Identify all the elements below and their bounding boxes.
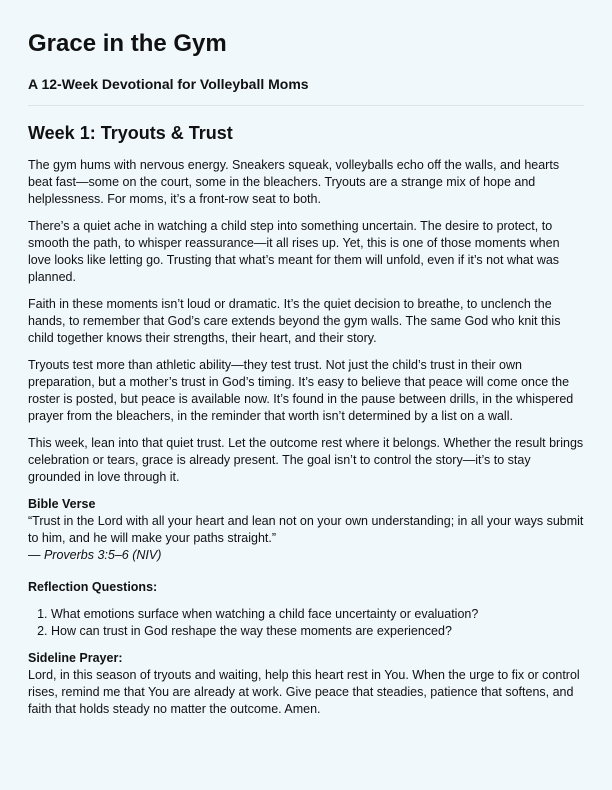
paragraph: There’s a quiet ache in watching a child step into something uncertain. The desire to protect, to smooth the path, to whisper reassurance—it all rises up. Yet, this is one of those moments when love looks like letting go. Trusting that what’s meant for them will unfold, even if it’s not what was planned. [28,219,560,284]
reflection-questions-list [28,606,584,640]
bible-verse-citation: — Proverbs 3:5–6 (NIV) [28,548,162,562]
prayer-text: Lord, in this season of tryouts and waiting, help this heart rest in You. When the urge to fix or control rises, remind me that You are already at work. Give peace that steadies, patience that softens, and faith that holds steady no matter the outcome. Amen. [28,668,580,716]
bible-verse-section [28,496,584,564]
bible-verse-heading: Bible Verse [28,497,96,511]
bible-verse-text: “Trust in the Lord with all your heart and lean not on your own understanding; in all your ways submit to him, and he will make your paths straight.” [28,514,584,545]
list-item: 2. How can trust in God reshape the way these moments are experienced? [51,623,584,640]
prayer-heading: Sideline Prayer: [28,651,123,665]
paragraph: The gym hums with nervous energy. Sneakers squeak, volleyballs echo off the walls, and hearts beat fast—some on the court, some in the bleachers. Tryouts are a strange mix of hope and helplessness. For moms, it’s a front-row seat to both. [28,158,560,206]
reflection-heading: Reflection Questions: [28,580,158,594]
document-title: Grace in the Gym [28,30,227,57]
document-subtitle: A 12-Week Devotional for Volleyball Moms [28,76,309,92]
reflection-section [28,579,584,640]
paragraph: Tryouts test more than athletic ability—they test trust. Not just the child’s trust in their own preparation, but a mother’s trust in God’s timing. It’s easy to believe that peace will come once the roster is posted, but peace is available now. It’s found in the pause between drills, in the whispered prayer from the bleachers, in the reminder that worth isn’t determined by a list on a wall. [28,358,574,423]
prayer-section [28,650,584,718]
divider [28,105,584,106]
paragraph: This week, lean into that quiet trust. Let the outcome rest where it belongs. Whether the result brings celebration or tears, grace is already present. The goal isn’t to control the story—it’s to stay grounded in love through it. [28,436,584,484]
list-item: 1. What emotions surface when watching a child face uncertainty or evaluation? [51,606,584,623]
paragraph: Faith in these moments isn’t loud or dramatic. It’s the quiet decision to breathe, to unclench the hands, to remember that God’s care extends beyond the gym walls. The same God who knit this child together knows their strengths, their heart, and their story. [28,297,561,345]
week-heading: Week 1: Tryouts & Trust [28,123,233,143]
